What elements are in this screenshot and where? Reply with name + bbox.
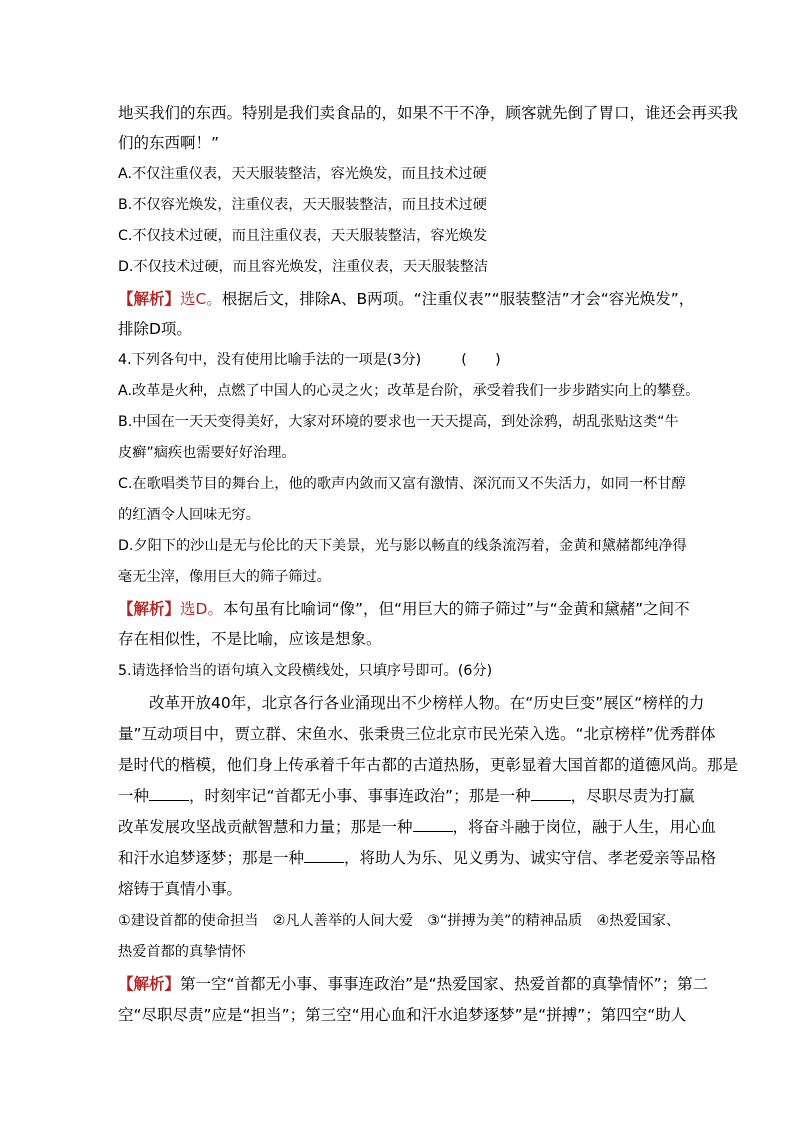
option-c: C.不仅技术过硬，而且注重仪表，天天服装整洁，容光焕发 — [118, 228, 488, 244]
answer-analysis-4 — [118, 599, 690, 619]
fill-blank-4[interactable] — [304, 848, 344, 863]
passage-text: ，时刻牢记“首都无小事、事事连政治”；那是一种 — [189, 787, 531, 805]
analysis-tag: 【解析】 — [118, 290, 181, 308]
choice-list: ①建设首都的使命担当 ②凡人善举的人间大爱 ③“拼搏为美”的精神品质 ④热爱国家、 — [118, 913, 681, 929]
fill-blank-3[interactable] — [413, 817, 453, 832]
option-c-cont: 的红酒令人回味无穷。 — [118, 507, 260, 523]
passage-line: 是时代的楷模，他们身上传承着千年古都的古道热肠，更彰显着大国首都的道德风尚。那是 — [118, 756, 739, 774]
paragraph-line: 地买我们的东西。特别是我们卖食品的，如果不干不净，顾客就先倒了胃口，谁还会再买我 — [118, 104, 739, 122]
passage-line: 量”互动项目中，贾立群、宋鱼水、张秉贵三位北京市民光荣入选。“北京榜样”优秀群体 — [118, 725, 716, 743]
answer-choice: 选D。 — [180, 600, 223, 618]
choice-list-cont: 热爱首都的真挚情怀 — [118, 944, 246, 960]
analysis-text: 第一空“首都无小事、事事连政治”是“热爱国家、热爱首都的真挚情怀”；第二 — [180, 975, 709, 993]
passage-line — [118, 848, 717, 868]
analysis-line: 排除D项。 — [118, 320, 192, 338]
passage-text: 改革发展攻坚战贡献智慧和力量；那是一种 — [118, 818, 413, 836]
analysis-line: 存在相似性，不是比喻，应该是想象。 — [118, 630, 382, 648]
passage-text: ，将助人为乐、见义勇为、诚实守信、孝老爱亲等品格 — [344, 849, 717, 867]
option-d: D.不仅技术过硬，而且容光焕发，注重仪表，天天服装整洁 — [118, 259, 489, 275]
passage-text: ，尽职尽责为打赢 — [570, 787, 695, 805]
passage-line — [118, 817, 717, 837]
analysis-text: 根据后文，排除A、B两项。“注重仪表”“服装整洁”才会“容光焕发”， — [221, 290, 695, 308]
answer-parentheses: ( ) — [461, 352, 501, 368]
passage-text: 和汗水追梦逐梦；那是一种 — [118, 849, 305, 867]
option-b: B.不仅容光焕发，注重仪表，天天服装整洁，而且技术过硬 — [118, 197, 487, 213]
analysis-tag: 【解析】 — [118, 975, 181, 993]
option-d-cont: 毫无尘滓，像用巨大的筛子筛过。 — [118, 569, 331, 585]
passage-line — [118, 786, 695, 806]
fill-blank-2[interactable] — [531, 786, 571, 801]
analysis-line: 空“尽职尽责”应是“担当”；第三空“用心血和汗水追梦逐梦”是“拼搏”；第四空“助人 — [118, 1006, 687, 1024]
option-a: A.改革是火种，点燃了中国人的心灵之火；改革是台阶，承受着我们一步步踏实向上的攀登。 — [118, 383, 700, 399]
option-c: C.在歌唱类节目的舞台上，他的歌声内敛而又富有激情、深沉而又不失活力，如同一杯甘醇 — [118, 476, 686, 492]
answer-analysis-3 — [118, 289, 695, 309]
passage-line: 改革开放40年，北京各行各业涌现出不少榜样人物。在“历史巨变”展区“榜样的力 — [149, 694, 705, 712]
answer-analysis-5 — [118, 974, 709, 994]
fill-blank-1[interactable] — [149, 786, 189, 801]
option-a: A.不仅注重仪表，天天服装整洁，容光焕发，而且技术过硬 — [118, 166, 487, 182]
option-d: D.夕阳下的沙山是无与伦比的天下美景，光与影以畅直的线条流泻着，金黄和黛赭都纯净得 — [118, 538, 687, 554]
question-5-stem: 5.请选择恰当的语句填入文段横线处，只填序号即可。(6分) — [118, 663, 493, 679]
option-b-cont: 皮癣”痼疾也需要好好治理。 — [118, 445, 296, 461]
analysis-text: 本句虽有比喻词“像”，但“用巨大的筛子筛过”与“金黄和黛赭”之间不 — [222, 600, 690, 618]
paragraph-line: 们的东西啊！” — [118, 134, 220, 152]
question-text: 4.下列各句中，没有使用比喻手法的一项是(3分) — [118, 352, 422, 368]
passage-line: 熔铸于真情小事。 — [118, 880, 243, 898]
passage-text: ，将奋斗融于岗位，融于人生，用心血 — [452, 818, 717, 836]
question-4-stem — [118, 350, 682, 370]
answer-choice: 选C。 — [180, 290, 222, 308]
analysis-tag: 【解析】 — [118, 600, 181, 618]
option-b: B.中国在一天天变得美好，大家对环境的要求也一天天提高，到处涂鸦，胡乱张贴这类“牛 — [118, 414, 679, 430]
passage-text: 一种 — [118, 787, 150, 805]
